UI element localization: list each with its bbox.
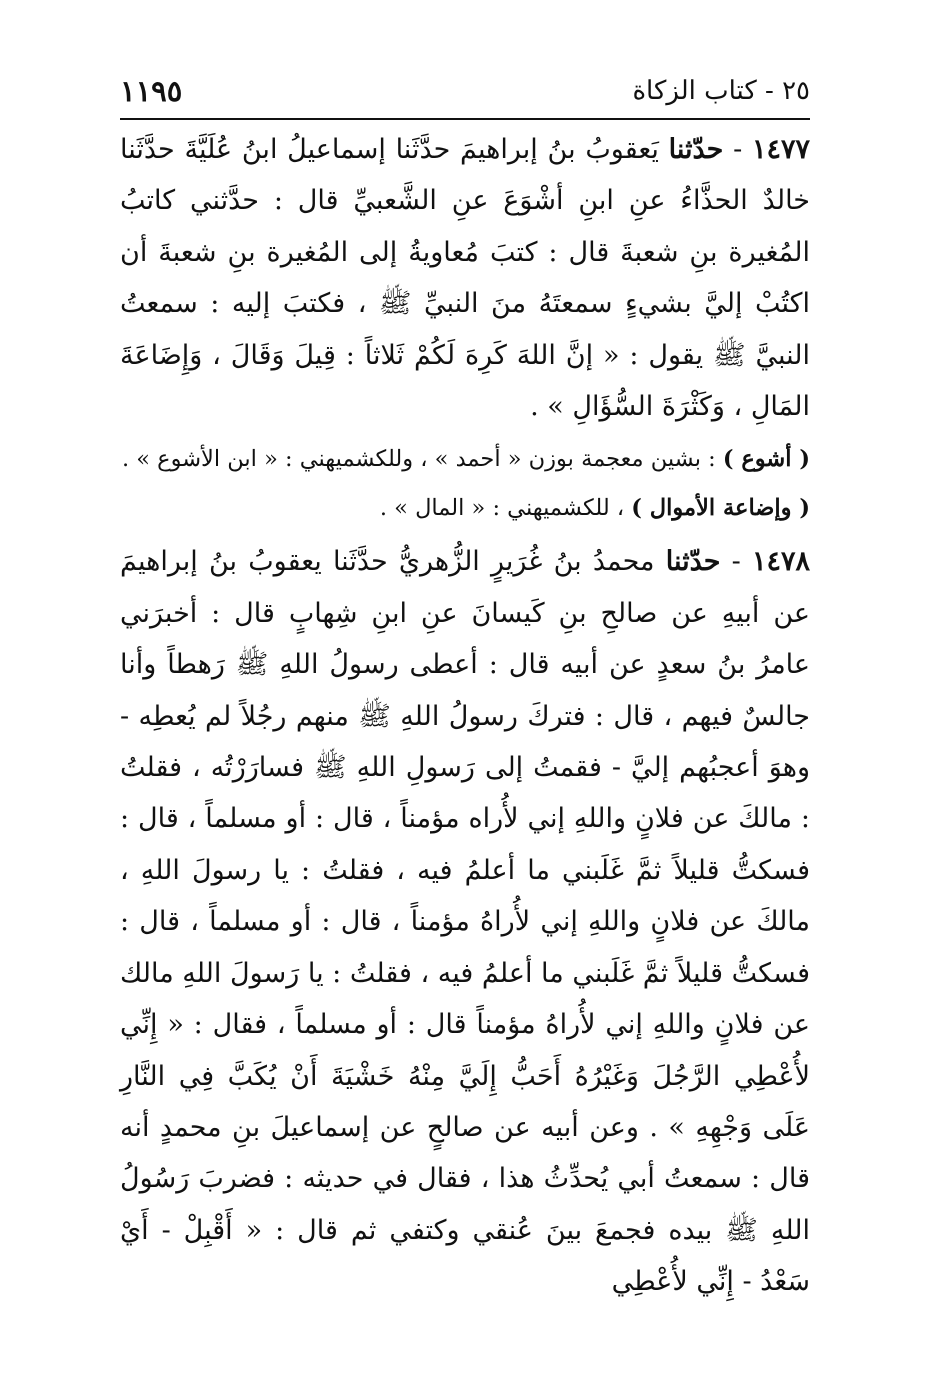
header-rule [120,118,810,120]
page-header [120,72,810,112]
note-head: ( وإضاعة الأموال ) [631,495,810,522]
hadith-keyword: حدّثنا [668,134,724,165]
running-title: ٢٥ - كتاب الزكاة [632,76,810,106]
page-number: ١١٩٥ [120,74,183,108]
hadith-dash: - [720,546,752,578]
page-body [120,124,810,1308]
hadith-1478 [120,536,810,1307]
note-ashwa [120,438,810,481]
note-idaat-al-amwal [120,487,810,530]
hadith-text: يَعقوبُ بنُ إبراهيمَ حدَّثَنا إسماعيلُ ابنُ عُلَيَّةَ حدَّثَنا خالدٌ الحذَّاءُ عنِ ابنِ أشْوَعَ عنِ الشَّعبيِّ قال : حدَّثني كاتبُ المُغيرة بنِ شعبةَ قال : كتبَ مُعاويةُ إلى المُغيرة بنِ شعبةَ أن اكتُبْ إليَّ بشيءٍ سمعتَهُ منَ النبيِّ ﷺ ، فكتبَ إليه : سمعتُ النبيَّ ﷺ يقول : « إنَّ اللهَ كَرِهَ لَكُمْ ثَلاثاً : قِيلَ وَقَالَ ، وَإِضَاعَةَ المَالِ ، وَكَثْرَةَ السُّؤَالِ » . [120,134,810,423]
note-text: ، للكشميهني : « المال » . [379,495,632,522]
hadith-dash: - [723,134,752,165]
hadith-text: محمدُ بنُ غُرَيرٍ الزُّهريُّ حدَّثَنا يعقوبُ بنُ إبراهيمَ عن أبيهِ عن صالحِ بنِ كَيسانَ عنِ ابنِ شِهابٍ قال : أخبرَني عامرُ بنُ سعدٍ عن أبيه قال : أعطى رسولُ اللهِ ﷺ رَهطاً وأنا جالسٌ فيهم ، قال : فتركَ رسولُ اللهِ ﷺ منهم رجُلاً لم يُعطِه - وهوَ أعجبُهم إليَّ - فقمتُ إلى رَسولِ اللهِ ﷺ فسارَرْتُه ، فقلتُ : مالكَ عن فلانٍ واللهِ إني لأُراه مؤمناً ، قال : أو مسلماً ، قال : فسكتُّ قليلاً ثمَّ غَلَبني ما أعلمُ فيه ، فقلتُ : يا رسولَ اللهِ ، مالكَ عن فلانٍ واللهِ إني لأُراهُ مؤمناً ، قال : أو مسلماً ، قال : فسكتُّ قليلاً ثمَّ غَلَبني ما أعلمُ فيه ، فقلتُ : يا رَسولَ اللهِ مالك عن فلانٍ واللهِ إني لأُراهُ مؤمناً قال : أو مسلماً ، فقال : « إِنِّي لأُعْطِي الرَّجُلَ وَغَيْرُهُ أَحَبُّ إِلَيَّ مِنْهُ خَشْيَةَ أَنْ يُكَبَّ فِي النَّارِ عَلَى وَجْهِهِ » . وعن أبيه عن صالحٍ عن إسماعيلَ بنِ محمدٍ أنه قال : سمعتُ أبي يُحدِّثُ هذا ، فقال في حديثه : فضربَ رَسُولُ اللهِ ﷺ بيده فجمعَ بينَ عُنقي وكتفي ثم قال : « أَقْبِلْ - أَيْ سَعْدُ - إِنِّي لأُعْطِي [120,546,810,1298]
hadith-number: ١٤٧٨ [751,546,810,578]
note-text: : بشين معجمة بوزن « أحمد » ، وللكشميهني : « ابن الأشوع » . [121,446,723,473]
hadith-keyword: حدّثنا [665,546,721,578]
hadith-number: ١٤٧٧ [751,134,810,165]
note-head: ( أشوع ) [722,446,810,473]
hadith-1477 [120,124,810,432]
